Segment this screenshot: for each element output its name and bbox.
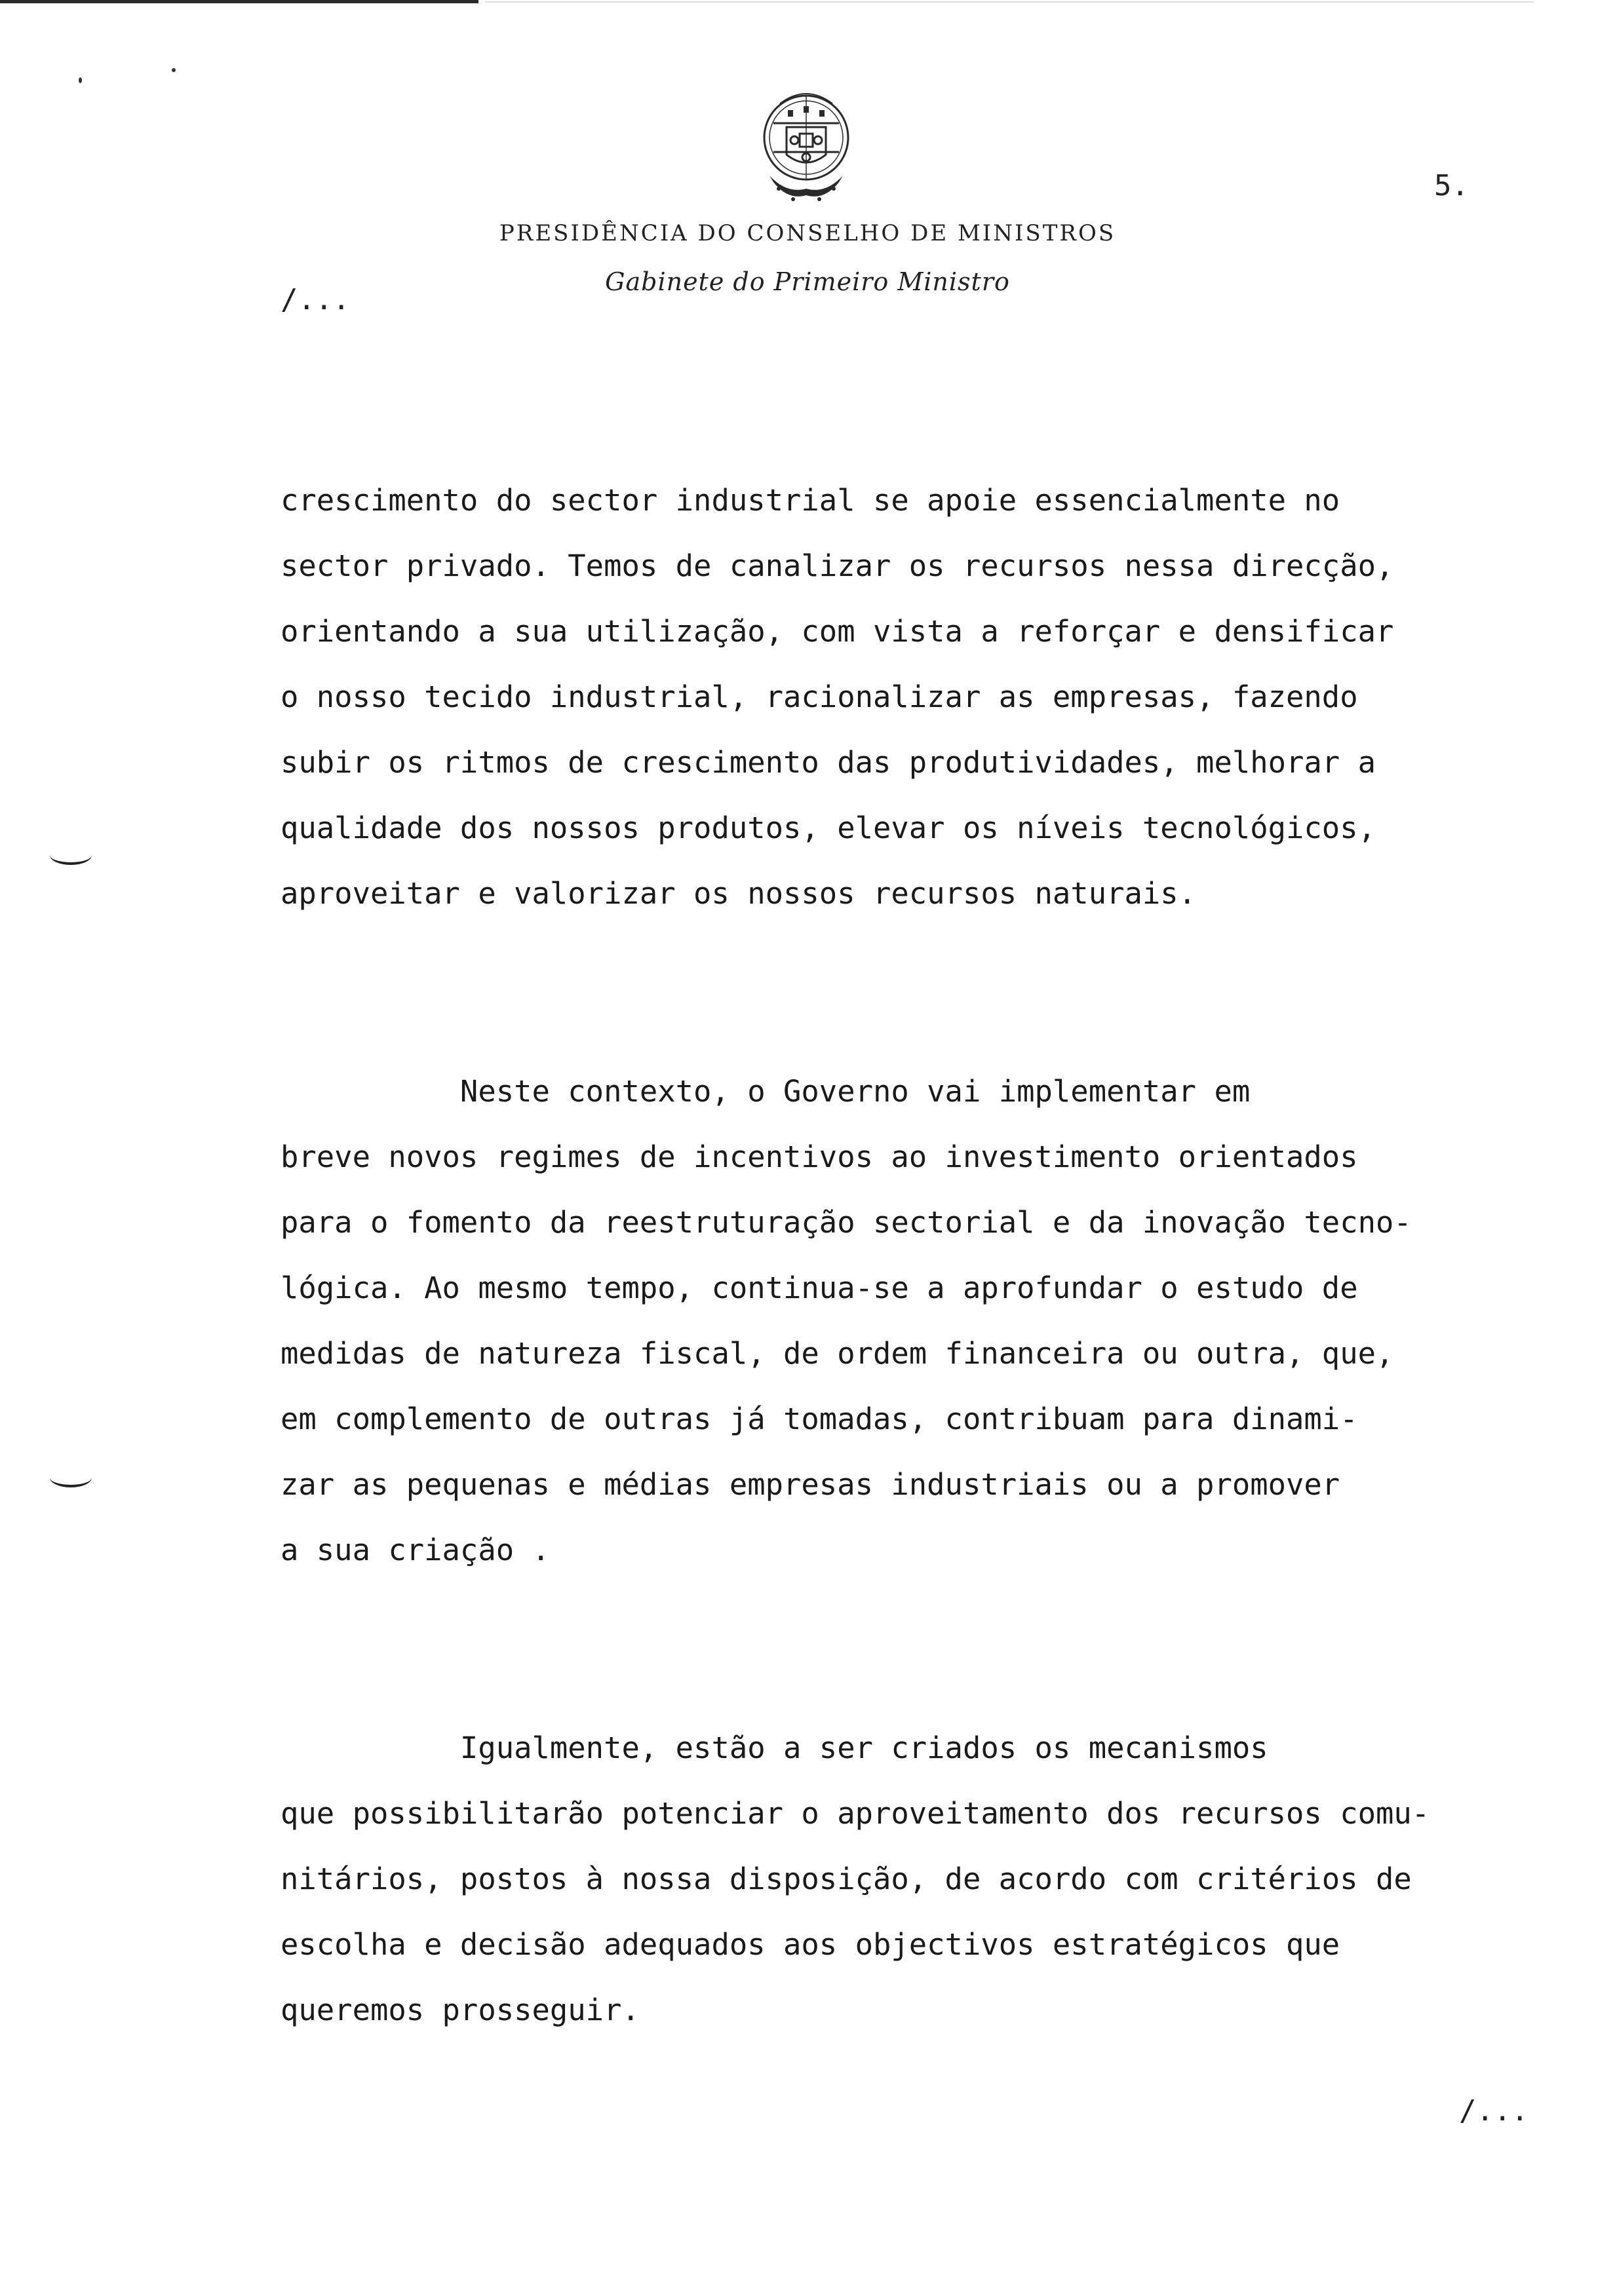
continuation-mark-bottom: /... (1459, 2094, 1528, 2128)
text-line: orientando a sua utilização, com vista a reforçar e densificar (281, 614, 1394, 649)
top-edge-rule (0, 0, 478, 3)
scan-speck (79, 77, 82, 83)
continuation-mark-top: /... (281, 283, 350, 316)
text-line: lógica. Ao mesmo tempo, continua-se a aprofundar o estudo de (281, 1271, 1358, 1305)
top-edge-faint-rule (485, 1, 1534, 3)
text-line: para o fomento da reestruturação sectorial e da inovação tecno- (281, 1205, 1412, 1240)
text-line: queremos prosseguir. (281, 1993, 640, 2027)
paragraph-2 (281, 1059, 1546, 1583)
paragraph-3 (281, 1715, 1546, 2043)
text-line: em complemento de outras já tomadas, contribuam para dinami- (281, 1402, 1358, 1436)
text-line: Igualmente, estão a ser criados os mecanismos (281, 1731, 1268, 1765)
paragraph-1 (281, 468, 1546, 927)
text-line: aproveitar e valorizar os nossos recursos naturais. (281, 876, 1197, 911)
text-line: breve novos regimes de incentivos ao investimento orientados (281, 1139, 1358, 1174)
text-line: qualidade dos nossos produtos, elevar os níveis tecnológicos, (281, 811, 1376, 845)
text-line: o nosso tecido industrial, racionalizar as empresas, fazendo (281, 679, 1358, 714)
text-line: medidas de natureza fiscal, de ordem financeira ou outra, que, (281, 1336, 1394, 1371)
margin-punch-mark (50, 845, 92, 865)
coat-of-arms-seal (747, 84, 865, 208)
office-subtitle: Gabinete do Primeiro Ministro (605, 267, 1010, 296)
text-line: sector privado. Temos de canalizar os recursos nessa direcção, (281, 548, 1394, 583)
text-line: nitários, postos à nossa disposição, de acordo com critérios de (281, 1862, 1412, 1896)
text-line: Neste contexto, o Governo vai implementar em (281, 1074, 1251, 1109)
text-line: escolha e decisão adequados aos objectivos estratégicos que (281, 1927, 1340, 1962)
text-line: crescimento do sector industrial se apoie essencialmente no (281, 483, 1340, 518)
margin-punch-mark (50, 1468, 92, 1487)
text-line: zar as pequenas e médias empresas industriais ou a promover (281, 1467, 1340, 1502)
office-title: PRESIDÊNCIA DO CONSELHO DE MINISTROS (499, 220, 1116, 246)
page-number: 5. (1434, 169, 1469, 202)
text-line: subir os ritmos de crescimento das produtividades, melhorar a (281, 745, 1376, 780)
text-line: que possibilitarão potenciar o aproveitamento dos recursos comu- (281, 1796, 1430, 1831)
scan-speck (172, 68, 176, 72)
text-line: a sua criação . (281, 1533, 550, 1567)
